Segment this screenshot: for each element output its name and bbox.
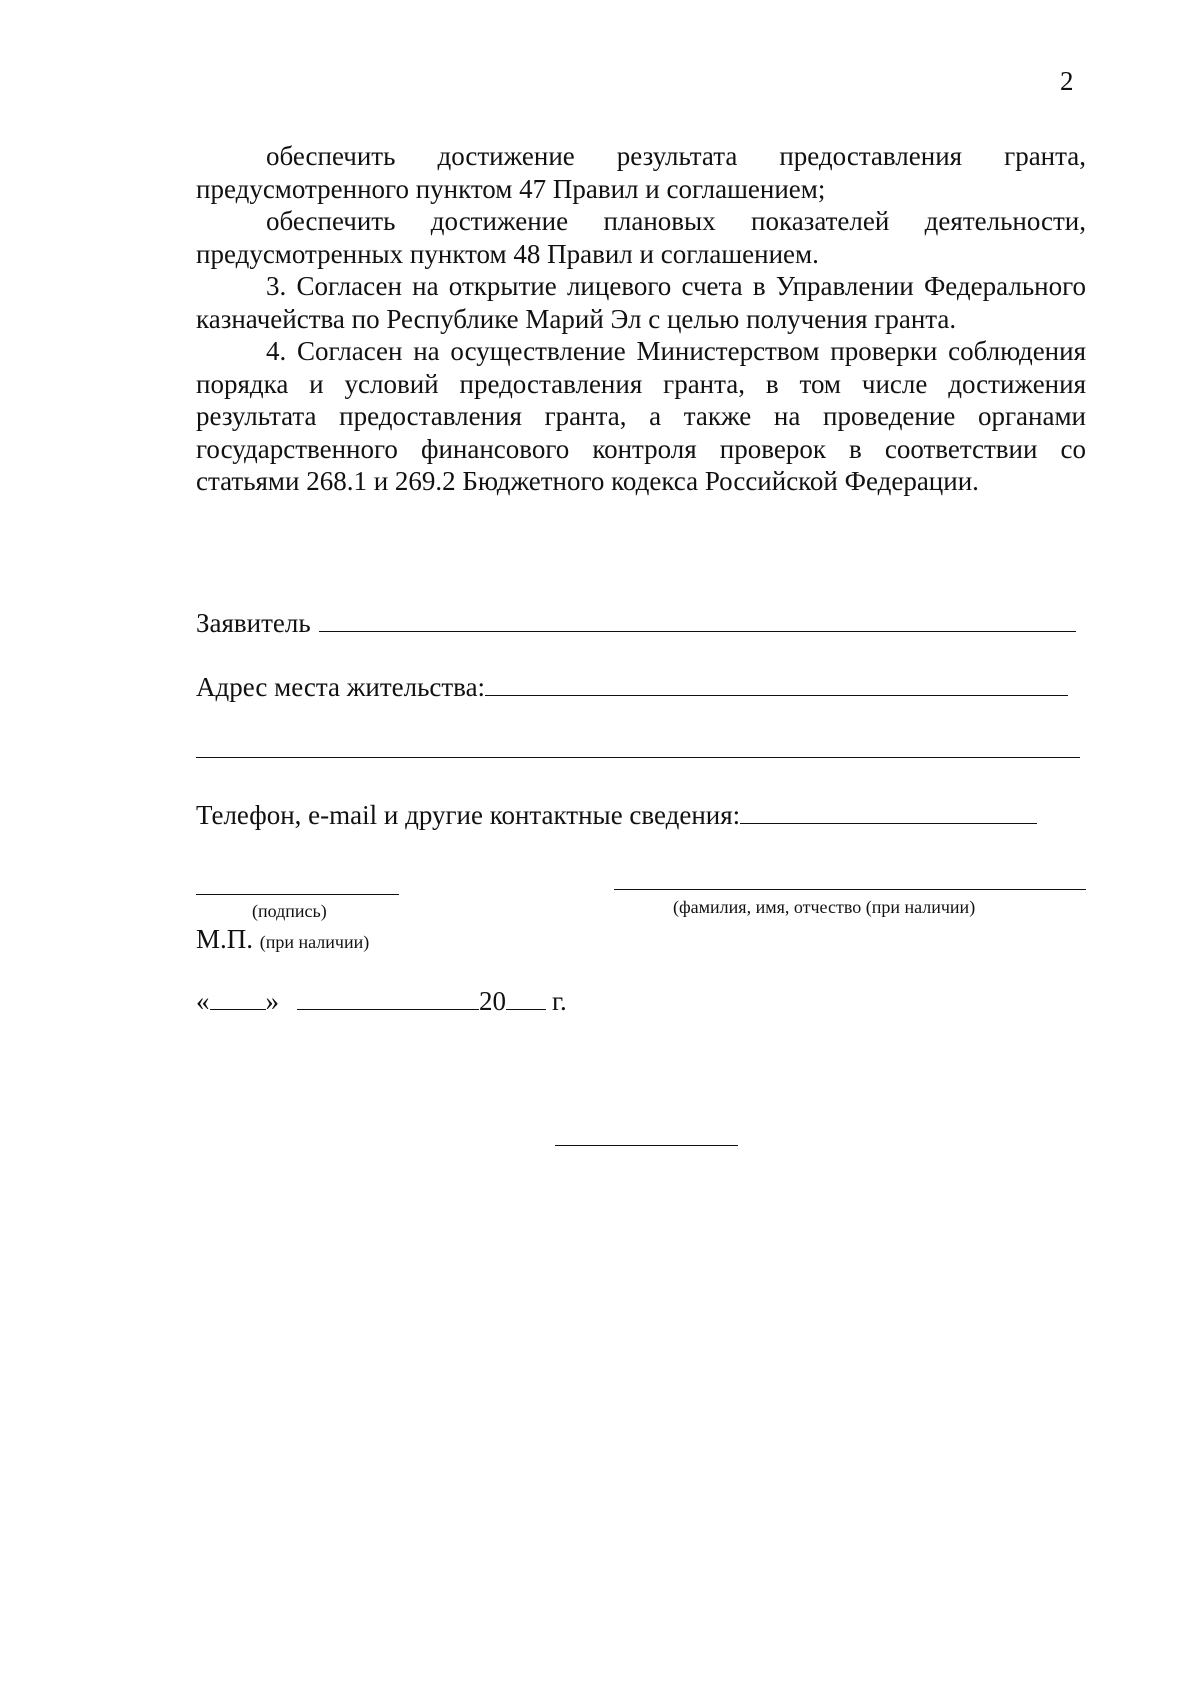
paragraph-inspection: 4. Согласен на осуществление Министерством проверки соблюдения порядка и условий предоставления гранта, в том числе достижения результата предоставления гранта, а также на проведение органами государственного финансового контроля проверок в соответствии со статьями 268.1 и 269.2 Бюджетного кодекса Российской Федерации. [196, 336, 1086, 496]
applicant-field [196, 610, 1076, 637]
full-name-line [614, 889, 1086, 890]
day-fill-line [210, 1007, 266, 1010]
page-number: 2 [1060, 66, 1074, 96]
year-prefix: 20 [479, 986, 506, 1016]
stamp-note: (при наличии) [259, 932, 370, 952]
signature-caption: (подпись) [252, 901, 327, 921]
year-fill-line [506, 1007, 546, 1010]
address-label: Адрес места жительства: [196, 672, 486, 702]
signature-line [196, 894, 399, 895]
contacts-fill-line [740, 821, 1037, 824]
address-fill-line [485, 693, 1068, 696]
address-field [196, 674, 1068, 701]
date-close-quote: » [265, 986, 279, 1016]
stamp-label: М.П. [196, 924, 254, 954]
full-name-caption: (фамилия, имя, отчество (при наличии) [673, 897, 976, 917]
date-open-quote: « [196, 986, 210, 1016]
paragraph-indicators: обеспечить достижение плановых показателей деятельности, предусмотренных пунктом 48 Правил и соглашением. [196, 206, 1086, 269]
paragraph-account: 3. Согласен на открытие лицевого счета в Управлении Федерального казначейства по Республике Марий Эл с целью получения гранта. [196, 271, 1086, 334]
document-body [196, 140, 1086, 498]
year-suffix: г. [552, 986, 567, 1016]
stamp-place [196, 926, 369, 953]
paragraph-result: обеспечить достижение результата предоставления гранта, предусмотренного пунктом 47 Правил и соглашением; [196, 141, 1086, 204]
contacts-field [196, 802, 1037, 829]
applicant-fill-line [319, 629, 1076, 632]
month-fill-line [297, 1007, 479, 1010]
contacts-label: Телефон, e-mail и другие контактные сведения: [196, 800, 741, 830]
date-line [196, 988, 567, 1015]
address-second-line [196, 757, 1080, 758]
closing-separator [555, 1145, 738, 1146]
applicant-label: Заявитель [196, 608, 311, 638]
